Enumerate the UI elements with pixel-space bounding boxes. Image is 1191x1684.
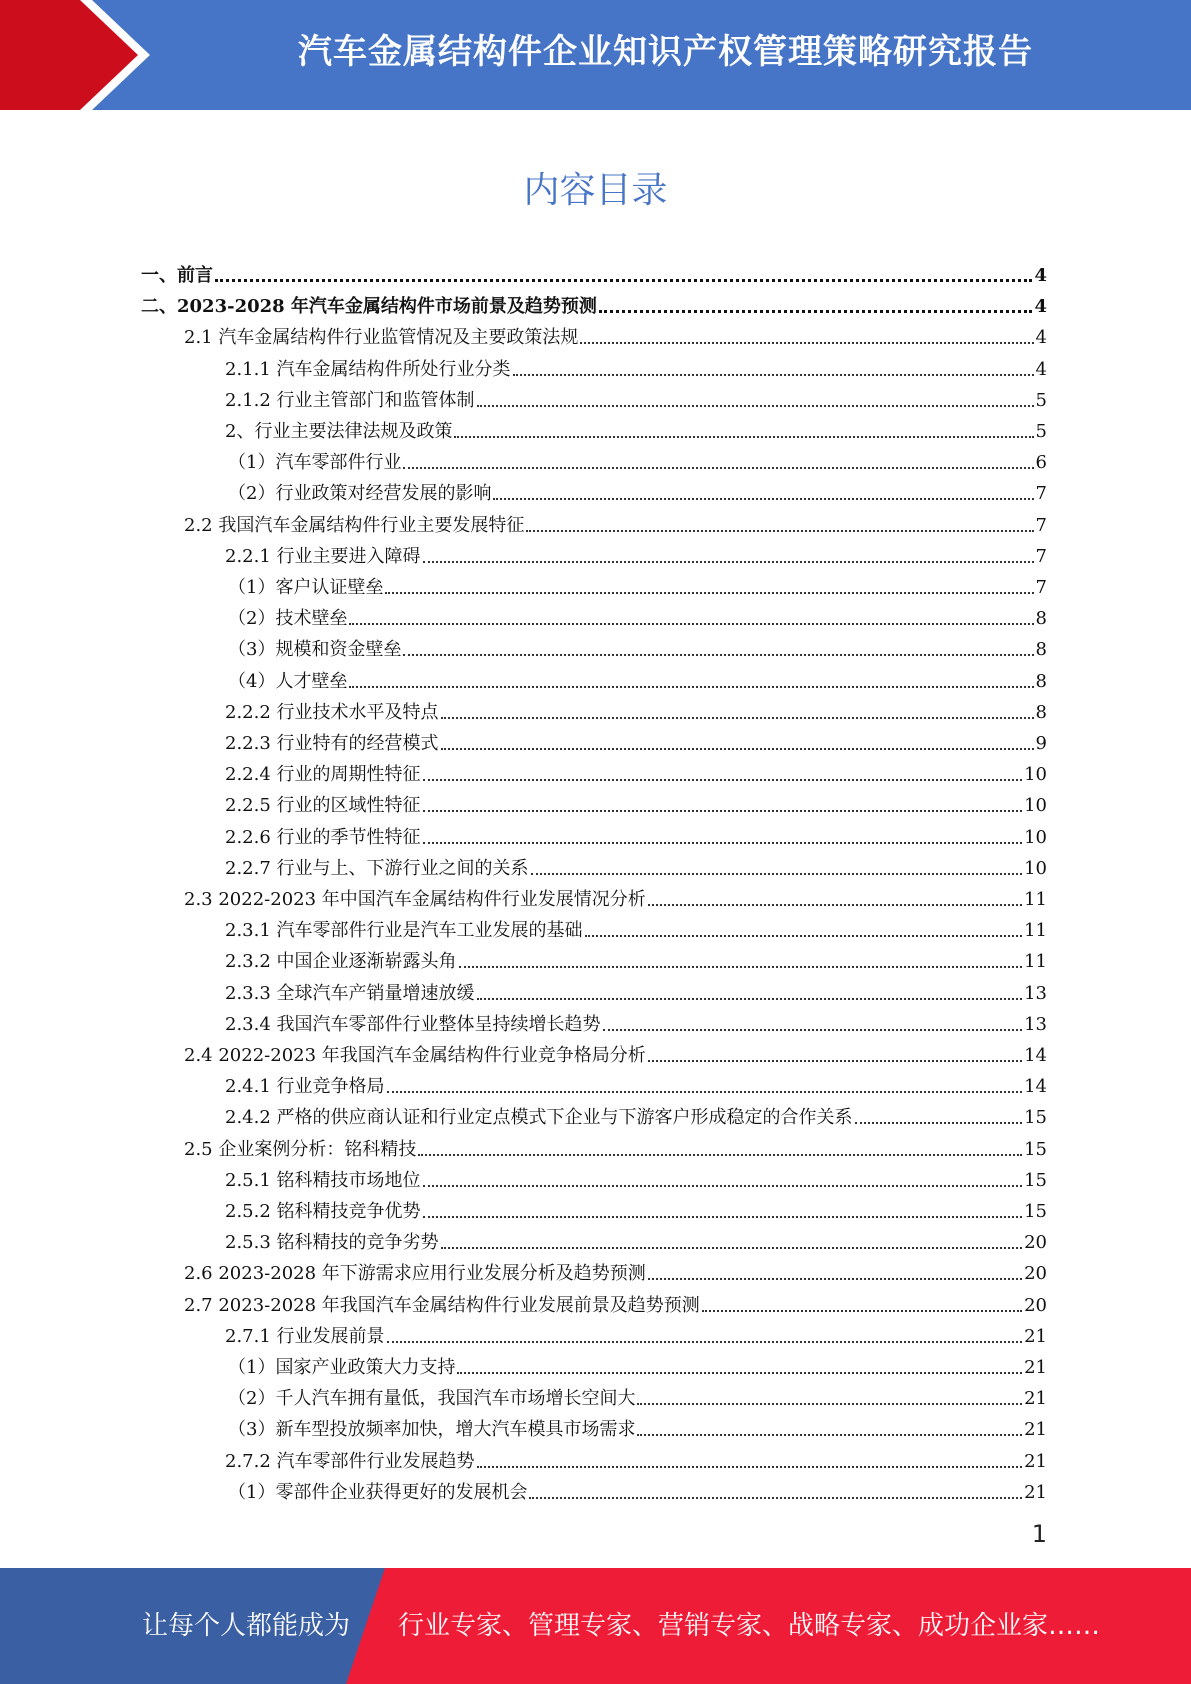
toc-entry-label: 2.2.4 行业的周期性特征 xyxy=(225,764,421,786)
toc-dot-leader xyxy=(599,310,1033,313)
toc-entry-label: 2.2.5 行业的区域性特征 xyxy=(225,795,421,817)
toc-dot-leader xyxy=(441,748,1034,750)
toc-entry-page: 11 xyxy=(1024,920,1047,942)
toc-entry-label: （1）国家产业政策大力支持 xyxy=(228,1357,456,1378)
toc-entry[interactable] xyxy=(225,849,1047,880)
toc-dot-leader xyxy=(349,686,1033,688)
toc-dot-leader xyxy=(477,998,1023,1000)
toc-entry[interactable] xyxy=(184,318,1047,349)
toc-entry[interactable] xyxy=(228,568,1047,599)
toc-entry-label: 2.4 2022-2023 年我国汽车金属结构件行业竞争格局分析 xyxy=(184,1045,646,1066)
toc-dot-leader xyxy=(349,623,1033,625)
toc-entry-page: 10 xyxy=(1024,795,1047,817)
toc-entry[interactable] xyxy=(141,287,1047,318)
toc-entry[interactable] xyxy=(225,974,1047,1005)
toc-entry[interactable] xyxy=(225,755,1047,786)
toc-entry-page: 7 xyxy=(1035,514,1047,536)
toc-entry-page: 10 xyxy=(1024,826,1047,848)
toc-dot-leader xyxy=(215,279,1032,282)
toc-dot-leader xyxy=(385,592,1033,594)
toc-entry-label: 2.1 汽车金属结构件行业监管情况及主要政策法规 xyxy=(184,327,579,349)
toc-entry-page: 21 xyxy=(1024,1388,1047,1410)
toc-entry-page: 14 xyxy=(1024,1076,1047,1098)
toc-entry[interactable] xyxy=(184,1286,1047,1317)
toc-entry-label: 2.3.2 中国企业逐渐崭露头角 xyxy=(225,951,457,973)
toc-entry-page: 8 xyxy=(1035,670,1047,692)
toc-entry[interactable] xyxy=(225,818,1047,849)
footer-slogan-left: 让每个人都能成为 xyxy=(142,1611,351,1641)
toc-entry[interactable] xyxy=(225,537,1047,568)
toc-dot-leader xyxy=(526,530,1033,532)
toc-entry-page: 5 xyxy=(1035,421,1047,442)
toc-entry-label: （2）千人汽车拥有量低，我国汽车市场增长空间大 xyxy=(228,1388,636,1410)
toc-dot-leader xyxy=(418,1154,1022,1156)
toc-entry[interactable] xyxy=(225,1442,1047,1473)
toc-entry-page: 20 xyxy=(1024,1294,1047,1316)
toc-entry-label: 2.2.6 行业的季节性特征 xyxy=(225,826,421,848)
toc-entry-page: 15 xyxy=(1024,1107,1047,1129)
toc-dot-leader xyxy=(423,842,1023,844)
toc-entry-page: 20 xyxy=(1024,1232,1047,1254)
toc-entry[interactable] xyxy=(228,474,1047,505)
toc-entry[interactable] xyxy=(184,1130,1047,1161)
toc-dot-leader xyxy=(493,498,1033,500)
toc-dot-leader xyxy=(531,873,1023,875)
toc-dot-leader xyxy=(454,436,1033,438)
toc-entry[interactable] xyxy=(225,1005,1047,1036)
toc-entry-label: （1）零部件企业获得更好的发展机会 xyxy=(228,1481,528,1503)
toc-entry-page: 11 xyxy=(1024,889,1047,910)
toc-dot-leader xyxy=(580,342,1033,344)
toc-entry-page: 11 xyxy=(1024,951,1047,973)
toc-entry-label: 2.4.1 行业竞争格局 xyxy=(225,1076,385,1098)
toc-entry-page: 15 xyxy=(1024,1138,1047,1160)
toc-dot-leader xyxy=(477,405,1034,407)
toc-dot-leader xyxy=(423,1185,1023,1187)
toc-entry-label: 2.7.1 行业发展前景 xyxy=(225,1325,385,1347)
toc-dot-leader xyxy=(423,810,1023,812)
toc-entry-label: 2.2.2 行业技术水平及特点 xyxy=(225,701,439,723)
toc-entry-label: （2）行业政策对经营发展的影响 xyxy=(228,483,492,505)
toc-entry-label: 2.7.2 汽车零部件行业发展趋势 xyxy=(225,1450,475,1472)
toc-entry[interactable] xyxy=(228,662,1047,693)
toc-entry-label: 一、前言 xyxy=(141,265,213,286)
toc-entry-page: 20 xyxy=(1024,1263,1047,1285)
toc-dot-leader xyxy=(387,1091,1023,1093)
toc-dot-leader xyxy=(387,1341,1023,1343)
toc-entry-label: 2.5.3 铭科精技的竞争劣势 xyxy=(225,1232,439,1254)
toc-entry[interactable] xyxy=(225,1098,1047,1129)
toc-entry-page: 21 xyxy=(1024,1481,1047,1503)
toc-entry-page: 4 xyxy=(1034,265,1047,286)
toc-entry[interactable] xyxy=(228,630,1047,661)
toc-entry-page: 8 xyxy=(1035,639,1047,661)
toc-entry[interactable] xyxy=(225,1161,1047,1192)
toc-entry-label: 2.1.2 行业主管部门和监管体制 xyxy=(225,389,475,411)
toc-entry[interactable] xyxy=(225,942,1047,973)
toc-dot-leader xyxy=(423,1216,1023,1218)
page-header xyxy=(0,0,1191,110)
toc-entry-page: 21 xyxy=(1024,1450,1047,1472)
toc-entry-page: 8 xyxy=(1035,701,1047,723)
toc-entry-page: 7 xyxy=(1035,483,1047,505)
toc-entry-label: 2.3.3 全球汽车产销量增速放缓 xyxy=(225,982,475,1004)
toc-entry-label: 二、2023-2028 年汽车金属结构件市场前景及趋势预测 xyxy=(141,296,597,318)
toc-entry[interactable] xyxy=(225,693,1047,724)
toc-entry-page: 10 xyxy=(1024,857,1047,879)
toc-entry[interactable] xyxy=(225,381,1047,412)
toc-entry[interactable] xyxy=(225,412,1047,443)
toc-entry[interactable] xyxy=(225,1317,1047,1348)
toc-entry-label: （3）新车型投放频率加快，增大汽车模具市场需求 xyxy=(228,1419,636,1441)
toc-entry-label: 2.4.2 严格的供应商认证和行业定点模式下企业与下游客户形成稳定的合作关系 xyxy=(225,1107,853,1129)
toc-dot-leader xyxy=(648,904,1022,906)
toc-entry-label: （1）客户认证壁垒 xyxy=(228,577,384,598)
toc-dot-leader xyxy=(403,654,1033,656)
toc-entry[interactable] xyxy=(228,1348,1047,1379)
toc-entry-label: 2.5.1 铭科精技市场地位 xyxy=(225,1169,421,1191)
toc-entry[interactable] xyxy=(225,1192,1047,1223)
toc-entry-label: 2.1.1 汽车金属结构件所处行业分类 xyxy=(225,358,511,380)
toc-entry-page: 4 xyxy=(1035,327,1047,349)
toc-entry[interactable] xyxy=(184,506,1047,537)
toc-entry[interactable] xyxy=(225,1067,1047,1098)
toc-entry-page: 7 xyxy=(1035,577,1047,598)
toc-entry[interactable] xyxy=(225,786,1047,817)
toc-entry-label: （2）技术壁垒 xyxy=(228,608,348,630)
toc-entry[interactable] xyxy=(228,1410,1047,1441)
toc-entry-label: 2.6 2023-2028 年下游需求应用行业发展分析及趋势预测 xyxy=(184,1263,646,1285)
toc-entry-label: 2.3.4 我国汽车零部件行业整体呈持续增长趋势 xyxy=(225,1013,601,1035)
report-title: 汽车金属结构件企业知识产权管理策略研究报告 xyxy=(298,32,1033,72)
toc-entry-page: 5 xyxy=(1035,389,1047,411)
toc-dot-leader xyxy=(637,1434,1022,1436)
footer-slogan-right: 行业专家、管理专家、营销专家、战略专家、成功企业家…… xyxy=(398,1611,1101,1641)
toc-dot-leader xyxy=(648,1278,1022,1280)
toc-entry-page: 8 xyxy=(1035,608,1047,630)
red-chevron-icon xyxy=(0,0,160,110)
toc-dot-leader xyxy=(648,1060,1022,1062)
toc-dot-leader xyxy=(603,1029,1023,1031)
toc-dot-leader xyxy=(459,966,1023,968)
toc-entry[interactable] xyxy=(228,1379,1047,1410)
toc-entry-label: 2.2.7 行业与上、下游行业之间的关系 xyxy=(225,857,529,879)
toc-dot-leader xyxy=(423,779,1023,781)
toc-dot-leader xyxy=(529,1497,1022,1499)
toc-entry-label: （3）规模和资金壁垒 xyxy=(228,639,402,661)
page-number: 1 xyxy=(1031,1520,1047,1548)
page-footer xyxy=(0,1568,1191,1684)
toc-entry[interactable] xyxy=(141,256,1047,287)
toc-entry-label: 2、行业主要法律法规及政策 xyxy=(225,421,453,442)
toc-dot-leader xyxy=(477,1466,1023,1468)
toc-heading: 内容目录 xyxy=(523,170,668,211)
toc-entry-page: 21 xyxy=(1024,1325,1047,1347)
toc-entry-page: 21 xyxy=(1024,1419,1047,1441)
toc-dot-leader xyxy=(423,561,1034,563)
toc-entry-label: 2.3.1 汽车零部件行业是汽车工业发展的基础 xyxy=(225,920,583,942)
toc-dot-leader xyxy=(441,717,1034,719)
toc-entry[interactable] xyxy=(225,911,1047,942)
toc-entry-label: （4）人才壁垒 xyxy=(228,670,348,692)
toc-entry[interactable] xyxy=(225,1223,1047,1254)
toc-entry-page: 4 xyxy=(1034,296,1047,318)
toc-entry-label: 2.7 2023-2028 年我国汽车金属结构件行业发展前景及趋势预测 xyxy=(184,1294,700,1316)
toc-entry[interactable] xyxy=(228,443,1047,474)
toc-entry-page: 15 xyxy=(1024,1169,1047,1191)
toc-dot-leader xyxy=(702,1310,1022,1312)
toc-entry[interactable] xyxy=(184,880,1047,911)
toc-entry-page: 6 xyxy=(1035,452,1047,474)
toc-entry-page: 9 xyxy=(1035,733,1047,754)
toc-entry-page: 13 xyxy=(1024,982,1047,1004)
toc-entry[interactable] xyxy=(228,1473,1047,1504)
toc-entry[interactable] xyxy=(184,1036,1047,1067)
toc-entry-page: 21 xyxy=(1024,1357,1047,1378)
toc-dot-leader xyxy=(855,1122,1023,1124)
toc-entry-label: （1）汽车零部件行业 xyxy=(228,452,402,474)
toc-entry-page: 7 xyxy=(1035,545,1047,567)
toc-dot-leader xyxy=(403,467,1033,469)
toc-entry[interactable] xyxy=(228,599,1047,630)
toc-dot-leader xyxy=(637,1403,1022,1405)
toc-entry-label: 2.2.3 行业特有的经营模式 xyxy=(225,733,439,754)
toc-entry-page: 4 xyxy=(1035,358,1047,380)
toc-dot-leader xyxy=(441,1247,1023,1249)
toc-entry-label: 2.5 企业案例分析：铭科精技 xyxy=(184,1138,417,1160)
toc-entry[interactable] xyxy=(184,1254,1047,1285)
toc-entry[interactable] xyxy=(225,350,1047,381)
toc-entry-label: 2.5.2 铭科精技竞争优势 xyxy=(225,1201,421,1222)
toc-entry-page: 10 xyxy=(1024,764,1047,786)
toc-entry-label: 2.2 我国汽车金属结构件行业主要发展特征 xyxy=(184,514,525,536)
toc-dot-leader xyxy=(585,935,1023,937)
toc-dot-leader xyxy=(513,374,1034,376)
toc-entry[interactable] xyxy=(225,724,1047,755)
toc-entry-page: 14 xyxy=(1024,1045,1047,1066)
toc-entry-label: 2.3 2022-2023 年中国汽车金属结构件行业发展情况分析 xyxy=(184,889,646,910)
toc-entry-page: 13 xyxy=(1024,1013,1047,1035)
toc-entry-label: 2.2.1 行业主要进入障碍 xyxy=(225,545,421,567)
toc-entry-page: 15 xyxy=(1024,1201,1047,1222)
toc-dot-leader xyxy=(457,1372,1022,1374)
